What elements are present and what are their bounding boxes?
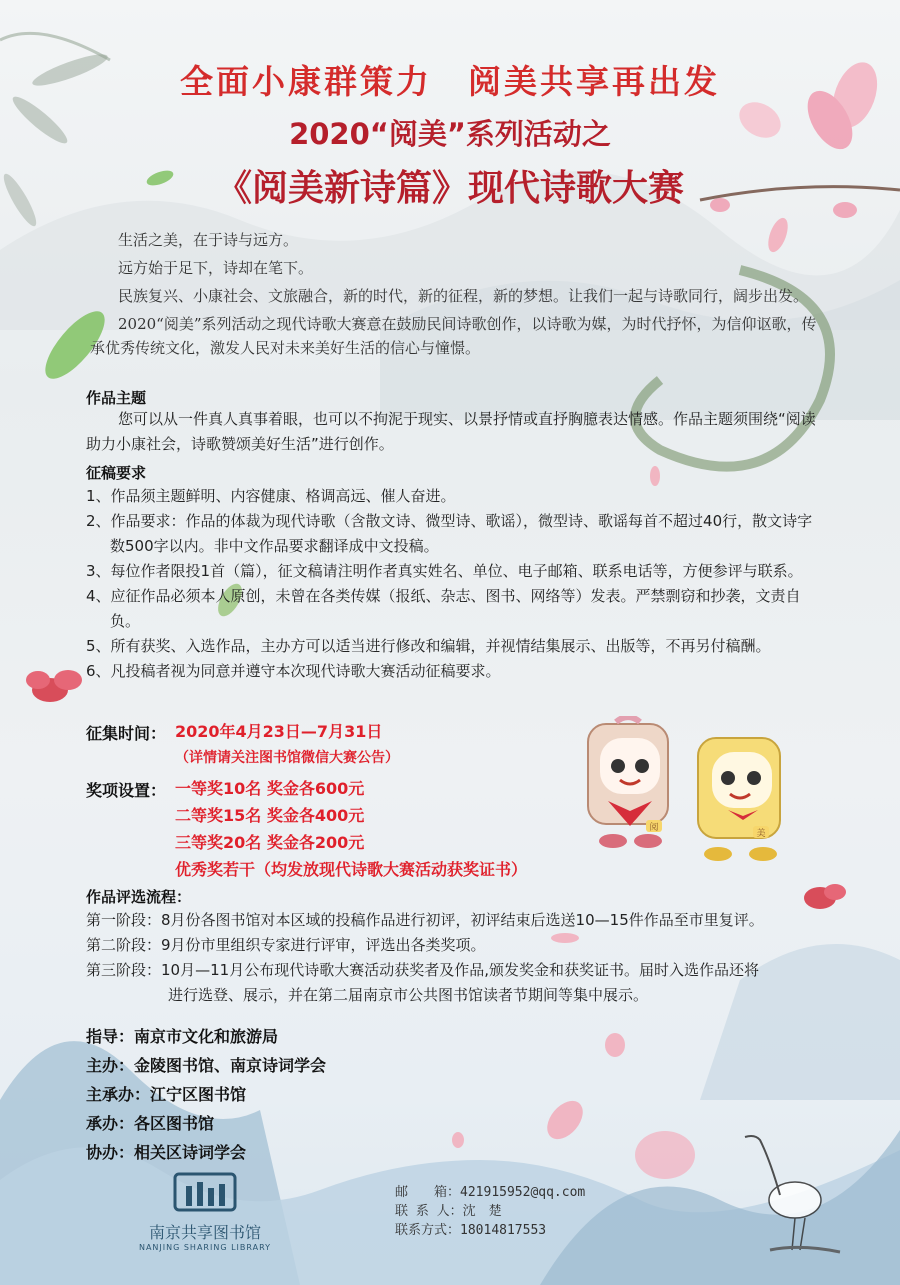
- library-logo-icon: [120, 1170, 290, 1216]
- award-item: 二等奖15名 奖金各400元: [175, 806, 365, 825]
- award-item: 优秀奖若干（均发放现代诗歌大赛活动获奖证书）: [175, 860, 528, 879]
- intro-section: [90, 228, 830, 364]
- organizer-value: 南京市文化和旅游局: [134, 1027, 279, 1046]
- requirement-item: 4、应征作品必须本人原创，未曾在各类传媒（报纸、杂志、图书、网络等）发表。严禁剽窃和抄袭，文责自负。: [86, 587, 801, 630]
- collection-note: （详情请关注图书馆微信大赛公告）: [175, 750, 399, 766]
- contact-person: 沈 楚: [462, 1204, 502, 1219]
- organizer-row: [86, 1109, 326, 1138]
- organizer-label: 主承办：: [86, 1085, 151, 1104]
- requirement-item: 2、作品要求：作品的体裁为现代诗歌（含散文诗、微型诗、歌谣），微型诗、歌谣每首不超过40行，散文诗字数500字以内。非中文作品要求翻译成中文投稿。: [86, 512, 813, 555]
- intro-line: 远方始于足下，诗却在笔下。: [118, 259, 314, 277]
- requirement-item: 6、凡投稿者视为同意并遵守本次现代诗歌大赛活动征稿要求。: [86, 662, 501, 680]
- organizer-value: 江宁区图书馆: [150, 1085, 247, 1104]
- contact-person-row: [395, 1202, 585, 1221]
- organizer-label: 主办：: [86, 1056, 135, 1075]
- organizer-value: 各区图书馆: [134, 1114, 215, 1133]
- process-stage: [86, 908, 846, 933]
- process-stage-continuation: 进行选登、展示，并在第二届南京市公共图书馆读者节期间等集中展示。: [168, 986, 649, 1004]
- process-heading: 作品评选流程：: [86, 888, 192, 906]
- stage-text: 9月份市里组织专家进行评审，评选出各类奖项。: [161, 936, 486, 954]
- headline-contest-name: 《阅美新诗篇》现代诗歌大赛: [215, 168, 684, 209]
- process-stage: [86, 933, 846, 958]
- organizer-row: [86, 1022, 326, 1051]
- intro-paragraph: 民族复兴、小康社会、文旅融合，新的时代，新的征程，新的梦想。让我们一起与诗歌同行，阔步出发。: [118, 287, 809, 305]
- contact-email: 421915952@qq.com: [460, 1185, 586, 1200]
- library-logo-name: 南京共享图书馆: [148, 1223, 261, 1242]
- mascot-badge-left: 阅: [649, 823, 659, 833]
- headline-series: 2020“阅美”系列活动之: [289, 117, 611, 151]
- organizer-label: 承办：: [86, 1114, 135, 1133]
- mascot-illustration: [568, 716, 818, 866]
- requirement-item: 1、作品须主题鲜明、内容健康、格调高远、催人奋进。: [86, 487, 456, 505]
- contact-email-label: 邮 箱：: [395, 1185, 461, 1200]
- collection-date: 2020年4月23日—7月31日: [175, 722, 383, 741]
- requirement-item: 3、每位作者限投1首（篇），征文稿请注明作者真实姓名、单位、电子邮箱、联系电话等，方便参评与联系。: [86, 562, 803, 580]
- library-logo: [120, 1170, 290, 1252]
- award-item: 三等奖20名 奖金各200元: [175, 833, 365, 852]
- stage-text: 10月—11月公布现代诗歌大赛活动获奖者及作品,颁发奖金和获奖证书。届时入选作品还将: [161, 961, 759, 979]
- contact-email-row: [395, 1183, 585, 1202]
- organizer-row: [86, 1080, 326, 1109]
- theme-text: 您可以从一件真人真事着眼，也可以不拘泥于现实、以景抒情或直抒胸臆表达情感。作品主题须围绕“阅读助力小康社会，诗歌赞颂美好生活”进行创作。: [86, 410, 816, 453]
- requirements-heading: 征稿要求: [86, 464, 147, 482]
- theme-heading: 作品主题: [86, 389, 147, 407]
- requirement-item: 5、所有获奖、入选作品，主办方可以适当进行修改和编辑，并视情结集展示、出版等，不再另付稿酬。: [86, 637, 771, 655]
- library-logo-subtitle: NANJING SHARING LIBRARY: [138, 1243, 272, 1252]
- contact-person-label: 联 系 人：: [395, 1204, 463, 1219]
- organizer-label: 指导：: [86, 1027, 135, 1046]
- headline-slogan: 全面小康群策力 阅美共享再出发: [180, 62, 720, 101]
- intro-paragraph: 2020“阅美”系列活动之现代诗歌大赛意在鼓励民间诗歌创作，以诗歌为媒，为时代抒怀，为信仰讴歌，传承优秀传统文化，激发人民对未来美好生活的信心与憧憬。: [90, 315, 817, 357]
- contact-phone-row: [395, 1221, 585, 1240]
- stage-text: 8月份各图书馆对本区域的投稿作品进行初评，初评结束后选送10—15件作品至市里复评。: [161, 911, 764, 929]
- award-item: 一等奖10名 奖金各600元: [175, 779, 365, 798]
- process-list: [86, 908, 846, 1008]
- organizer-value: 相关区诗词学会: [134, 1143, 247, 1162]
- awards-label: 奖项设置：: [86, 781, 167, 800]
- collection-label: 征集时间：: [86, 724, 167, 743]
- process-stage: [86, 958, 846, 983]
- mascot-badge-right: 美: [756, 829, 766, 839]
- awards-list: [175, 775, 527, 883]
- contact-info: [395, 1183, 585, 1240]
- organizer-row: [86, 1138, 326, 1167]
- requirements-list: [86, 484, 826, 684]
- organizer-label: 协办：: [86, 1143, 135, 1162]
- organizers-list: [86, 1022, 326, 1167]
- stage-label: 第一阶段：: [86, 911, 162, 929]
- stage-label: 第二阶段：: [86, 936, 162, 954]
- stage-label: 第三阶段：: [86, 961, 162, 979]
- contact-phone-label: 联系方式：: [395, 1223, 461, 1238]
- organizer-row: [86, 1051, 326, 1080]
- organizer-value: 金陵图书馆、南京诗词学会: [134, 1056, 327, 1075]
- intro-line: 生活之美，在于诗与远方。: [118, 231, 299, 249]
- contact-phone: 18014817553: [460, 1223, 547, 1238]
